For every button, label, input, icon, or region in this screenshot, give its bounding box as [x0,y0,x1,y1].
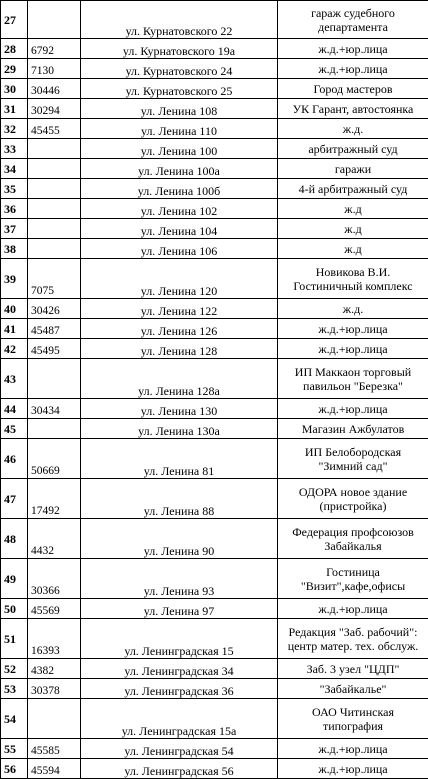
row-number-cell: 31 [1,99,28,119]
address-table-body [1,1,428,779]
row-number-cell: 43 [1,359,28,399]
table-row [1,399,428,419]
row-number-cell: 51 [1,619,28,659]
id-cell [28,419,81,439]
row-number-cell: 41 [1,319,28,339]
note-cell: ОДОРА новое здание (пристройка) [278,479,428,519]
address-cell: ул. Ленина 110 [81,119,278,139]
address-cell: ул. Ленина 88 [81,479,278,519]
id-cell: 50669 [28,439,81,479]
note-cell: ж.д.+юр.лица [278,399,428,419]
address-cell: ул. Курнатовского 22 [81,1,278,39]
id-cell: 45585 [28,739,81,759]
address-cell: ул. Курнатовского 19а [81,39,278,59]
note-cell: ж.д.+юр.лица [278,59,428,79]
address-cell: ул. Ленина 97 [81,599,278,619]
table-row [1,619,428,659]
table-row [1,759,428,779]
id-cell: 4382 [28,659,81,679]
address-cell: ул. Ленина 128 [81,339,278,359]
id-cell: 17492 [28,479,81,519]
row-number-cell: 46 [1,439,28,479]
table-row [1,319,428,339]
note-cell: Гостиница "Визит",кафе,офисы [278,559,428,599]
address-cell: ул. Ленина 90 [81,519,278,559]
note-cell: гаражи [278,159,428,179]
row-number-cell: 28 [1,39,28,59]
id-cell [28,139,81,159]
note-cell: Редакция "Заб. рабочий": центр матер. тех. обслуж. [278,619,428,659]
table-row [1,219,428,239]
row-number-cell: 38 [1,239,28,259]
id-cell: 30446 [28,79,81,99]
table-row [1,1,428,39]
table-row [1,259,428,299]
table-row [1,299,428,319]
address-cell: ул. Курнатовского 25 [81,79,278,99]
note-cell: ж.д.+юр.лица [278,739,428,759]
id-cell: 30294 [28,99,81,119]
address-cell: ул. Ленина 102 [81,199,278,219]
table-row [1,559,428,599]
address-cell: ул. Ленина 100б [81,179,278,199]
table-row [1,179,428,199]
row-number-cell: 44 [1,399,28,419]
address-cell: ул. Ленина 130 [81,399,278,419]
table-row [1,439,428,479]
address-cell: ул. Ленинградская 36 [81,679,278,699]
id-cell: 30366 [28,559,81,599]
address-cell: ул. Ленина 108 [81,99,278,119]
table-row [1,739,428,759]
table-row [1,359,428,399]
id-cell [28,699,81,739]
row-number-cell: 36 [1,199,28,219]
table-row [1,659,428,679]
id-cell: 7130 [28,59,81,79]
address-cell: ул. Ленина 126 [81,319,278,339]
row-number-cell: 39 [1,259,28,299]
note-cell: ж.д. [278,299,428,319]
table-row [1,139,428,159]
table-row [1,119,428,139]
table-row [1,339,428,359]
row-number-cell: 52 [1,659,28,679]
address-cell: ул. Ленинградская 34 [81,659,278,679]
address-cell: ул. Ленина 100 [81,139,278,159]
row-number-cell: 48 [1,519,28,559]
table-row [1,39,428,59]
address-cell: ул. Ленина 104 [81,219,278,239]
id-cell: 4432 [28,519,81,559]
id-cell: 16393 [28,619,81,659]
table-row [1,519,428,559]
id-cell: 45569 [28,599,81,619]
row-number-cell: 50 [1,599,28,619]
address-cell: ул. Ленина 130а [81,419,278,439]
id-cell: 30434 [28,399,81,419]
row-number-cell: 34 [1,159,28,179]
note-cell: Магазин Ажбулатов [278,419,428,439]
note-cell: ж.д.+юр.лица [278,599,428,619]
id-cell [28,1,81,39]
id-cell [28,159,81,179]
note-cell: ж.д. [278,119,428,139]
id-cell: 45487 [28,319,81,339]
id-cell [28,239,81,259]
address-cell: ул. Ленина 81 [81,439,278,479]
address-cell: ул. Ленина 106 [81,239,278,259]
row-number-cell: 56 [1,759,28,779]
row-number-cell: 47 [1,479,28,519]
note-cell: ИП Маккаон торговый павильон "Березка" [278,359,428,399]
row-number-cell: 27 [1,1,28,39]
note-cell: ж.д.+юр.лица [278,759,428,779]
note-cell: Город мастеров [278,79,428,99]
row-number-cell: 33 [1,139,28,159]
id-cell: 6792 [28,39,81,59]
row-number-cell: 54 [1,699,28,739]
table-row [1,599,428,619]
row-number-cell: 35 [1,179,28,199]
address-cell: ул. Ленинградская 56 [81,759,278,779]
note-cell: ж.д [278,199,428,219]
id-cell: 30378 [28,679,81,699]
table-row [1,239,428,259]
table-row [1,79,428,99]
row-number-cell: 42 [1,339,28,359]
row-number-cell: 40 [1,299,28,319]
row-number-cell: 29 [1,59,28,79]
id-cell: 30426 [28,299,81,319]
note-cell: ж.д [278,219,428,239]
note-cell: ж.д.+юр.лица [278,339,428,359]
note-cell: ж.д.+юр.лица [278,319,428,339]
row-number-cell: 30 [1,79,28,99]
address-cell: ул. Ленинградская 15 [81,619,278,659]
note-cell: ИП Белобородская "Зимний сад" [278,439,428,479]
address-cell: ул. Курнатовского 24 [81,59,278,79]
address-cell: ул. Ленина 128а [81,359,278,399]
note-cell: Федерация профсоюзов Забайкалья [278,519,428,559]
address-cell: ул. Ленинградская 15а [81,699,278,739]
address-cell: ул. Ленина 93 [81,559,278,599]
id-cell: 45455 [28,119,81,139]
id-cell: 7075 [28,259,81,299]
table-row [1,699,428,739]
note-cell: гараж судебного департамента [278,1,428,39]
note-cell: Новикова В.И. Гостиничный комплекс [278,259,428,299]
row-number-cell: 37 [1,219,28,239]
address-cell: ул. Ленинградская 54 [81,739,278,759]
row-number-cell: 32 [1,119,28,139]
note-cell: ж.д.+юр.лица [278,39,428,59]
id-cell [28,199,81,219]
note-cell: ж.д [278,239,428,259]
table-row [1,679,428,699]
table-row [1,479,428,519]
row-number-cell: 45 [1,419,28,439]
address-cell: ул. Ленина 100а [81,159,278,179]
table-row [1,419,428,439]
id-cell: 45495 [28,339,81,359]
id-cell [28,219,81,239]
note-cell: "Забайкалье" [278,679,428,699]
row-number-cell: 49 [1,559,28,599]
note-cell: ОАО Читинская типография [278,699,428,739]
address-cell: ул. Ленина 120 [81,259,278,299]
table-row [1,159,428,179]
note-cell: Заб. 3 узел "ЦДП" [278,659,428,679]
note-cell: арбитражный суд [278,139,428,159]
row-number-cell: 53 [1,679,28,699]
id-cell [28,179,81,199]
id-cell: 45594 [28,759,81,779]
row-number-cell: 55 [1,739,28,759]
note-cell: 4-й арбитражный суд [278,179,428,199]
address-cell: ул. Ленина 122 [81,299,278,319]
table-row [1,59,428,79]
note-cell: УК Гарант, автостоянка [278,99,428,119]
table-row [1,199,428,219]
table-row [1,99,428,119]
id-cell [28,359,81,399]
